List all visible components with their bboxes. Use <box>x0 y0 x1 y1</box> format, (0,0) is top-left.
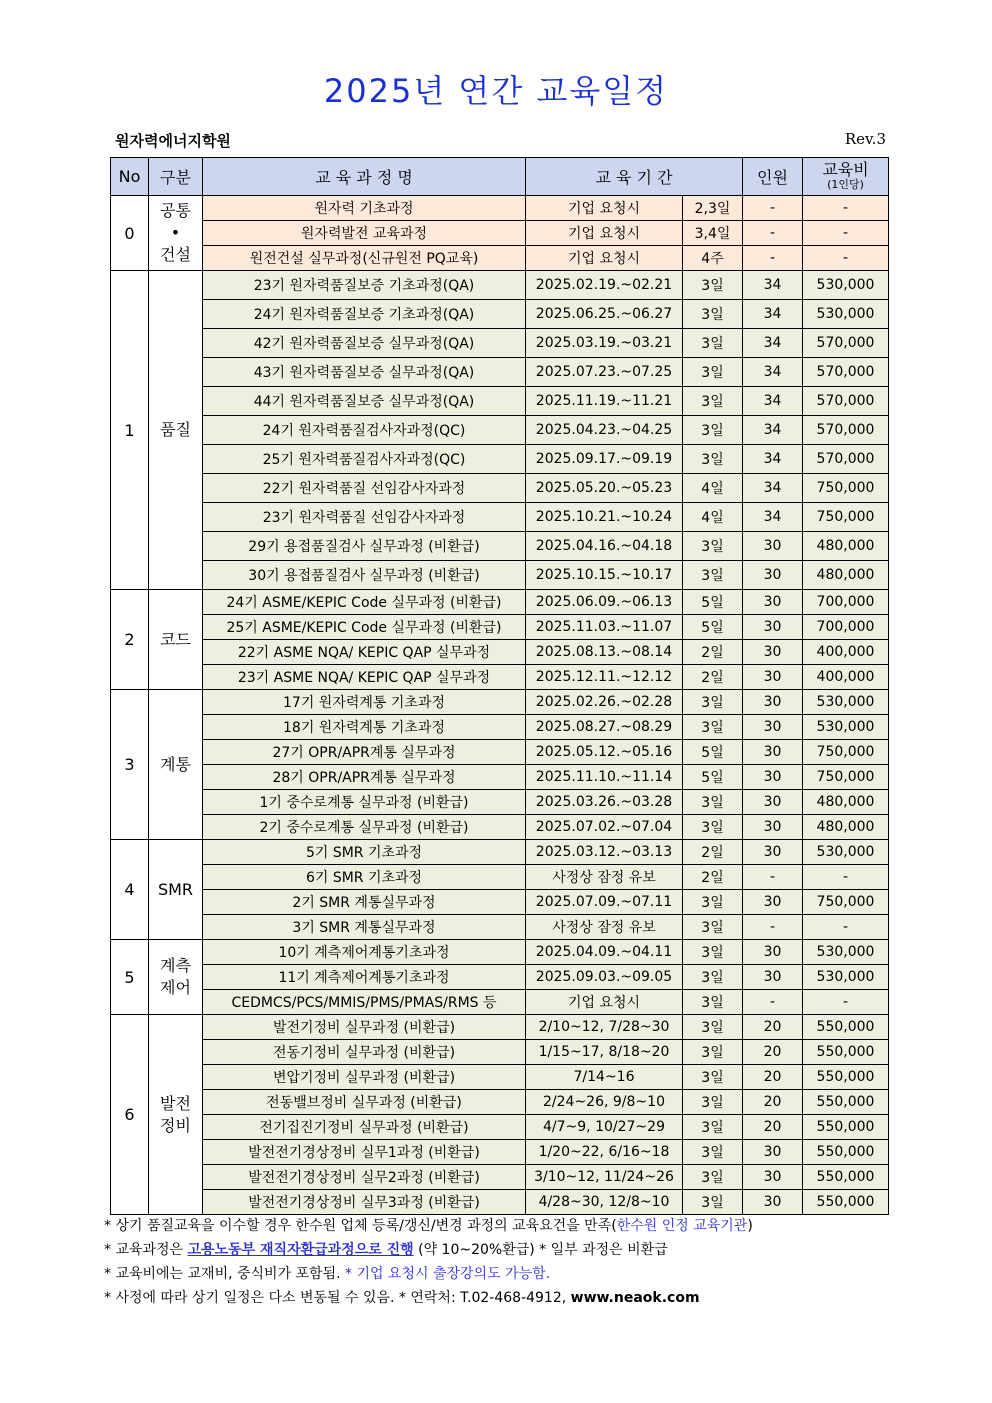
course-fee: 550,000 <box>803 1015 889 1040</box>
course-capacity: - <box>743 196 803 221</box>
table-row <box>111 790 889 815</box>
course-period: 기업 요청시 <box>526 246 683 271</box>
course-fee: - <box>803 246 889 271</box>
schedule-table <box>110 157 889 1215</box>
note-4-text: * 사정에 따라 상기 일정은 다소 변동될 수 있음. * 연락처: T.02-468-4912, <box>104 1290 571 1306</box>
course-duration: 3일 <box>683 1065 743 1090</box>
note-3-text: * 교육비에는 교재비, 중식비가 포함됨. <box>104 1266 346 1282</box>
table-row <box>111 416 889 445</box>
course-capacity: 34 <box>743 416 803 445</box>
course-period: 2025.05.20.~05.23 <box>526 474 683 503</box>
course-capacity: 34 <box>743 445 803 474</box>
course-name: 24기 원자력품질보증 기초과정(QA) <box>203 300 526 329</box>
course-period: 2025.09.03.~09.05 <box>526 965 683 990</box>
header-fee-label: 교육비 <box>822 159 869 179</box>
table-row <box>111 561 889 590</box>
course-capacity: 34 <box>743 503 803 532</box>
group-category <box>149 940 203 1015</box>
course-period: 1/20~22, 6/16~18 <box>526 1140 683 1165</box>
course-capacity: 30 <box>743 840 803 865</box>
table-row <box>111 865 889 890</box>
course-name: 2기 SMR 계통실무과정 <box>203 890 526 915</box>
table-row <box>111 1190 889 1215</box>
category-line: 정비 <box>160 1115 191 1135</box>
course-duration: 3일 <box>683 416 743 445</box>
course-period: 2025.05.12.~05.16 <box>526 740 683 765</box>
course-fee: 480,000 <box>803 532 889 561</box>
header-course: 교 육 과 정 명 <box>203 158 526 196</box>
note-3-highlight: * 기업 요청시 출장강의도 가능함. <box>345 1266 551 1282</box>
course-capacity: - <box>743 246 803 271</box>
table-row <box>111 890 889 915</box>
course-capacity: 34 <box>743 271 803 300</box>
table-row <box>111 1040 889 1065</box>
course-period: 2025.11.03.~11.07 <box>526 615 683 640</box>
course-fee: 570,000 <box>803 416 889 445</box>
course-capacity: 34 <box>743 358 803 387</box>
course-duration: 3일 <box>683 1190 743 1215</box>
course-name: 24기 원자력품질검사자과정(QC) <box>203 416 526 445</box>
page-title: 2025년 연간 교육일정 <box>323 72 669 110</box>
course-duration: 3일 <box>683 965 743 990</box>
course-fee: 550,000 <box>803 1140 889 1165</box>
course-capacity: - <box>743 915 803 940</box>
table-row <box>111 1090 889 1115</box>
course-duration: 3일 <box>683 561 743 590</box>
course-duration: 2일 <box>683 840 743 865</box>
revision-label: Rev.3 <box>844 130 886 148</box>
course-name: 17기 원자력계통 기초과정 <box>203 690 526 715</box>
category-line: 제어 <box>160 978 191 997</box>
table-row <box>111 665 889 690</box>
course-duration: 3일 <box>683 329 743 358</box>
table-row <box>111 690 889 715</box>
course-fee: 530,000 <box>803 965 889 990</box>
course-name: 30기 용접품질검사 실무과정 (비환급) <box>203 561 526 590</box>
course-period: 기업 요청시 <box>526 221 683 246</box>
course-fee: - <box>803 990 889 1015</box>
table-row <box>111 915 889 940</box>
course-duration: 3일 <box>683 387 743 416</box>
course-capacity: - <box>743 990 803 1015</box>
group-category <box>149 1015 203 1215</box>
course-period: 2025.10.15.~10.17 <box>526 561 683 590</box>
group-number: 3 <box>111 690 149 840</box>
course-name: 발전전기경상정비 실무2과정 (비환급) <box>203 1165 526 1190</box>
table-row <box>111 965 889 990</box>
course-name: 23기 원자력품질 선임감사자과정 <box>203 503 526 532</box>
group-number: 6 <box>111 1015 149 1215</box>
course-period: 2025.04.23.~04.25 <box>526 416 683 445</box>
group-number: 0 <box>111 196 149 271</box>
course-fee: 750,000 <box>803 474 889 503</box>
table-row <box>111 990 889 1015</box>
course-fee: 530,000 <box>803 840 889 865</box>
course-fee: 550,000 <box>803 1090 889 1115</box>
course-capacity: 20 <box>743 1090 803 1115</box>
footnotes <box>104 1214 904 1310</box>
category-line: 발전 <box>160 1093 191 1113</box>
course-name: 발전전기경상정비 실무1과정 (비환급) <box>203 1140 526 1165</box>
table-row <box>111 740 889 765</box>
course-duration: 2,3일 <box>683 196 743 221</box>
course-fee: 550,000 <box>803 1065 889 1090</box>
note-3 <box>104 1262 904 1286</box>
table-row <box>111 246 889 271</box>
course-fee: 530,000 <box>803 940 889 965</box>
course-capacity: 30 <box>743 1190 803 1215</box>
course-duration: 3,4일 <box>683 221 743 246</box>
course-name: 원자력발전 교육과정 <box>203 221 526 246</box>
course-period: 2/10~12, 7/28~30 <box>526 1015 683 1040</box>
course-name: 25기 ASME/KEPIC Code 실무과정 (비환급) <box>203 615 526 640</box>
course-name: 22기 원자력품질 선임감사자과정 <box>203 474 526 503</box>
course-fee: 530,000 <box>803 715 889 740</box>
table-body <box>111 196 889 1215</box>
course-name: 6기 SMR 기초과정 <box>203 865 526 890</box>
course-capacity: 30 <box>743 890 803 915</box>
category-line: 공통 <box>160 201 191 220</box>
table-row <box>111 329 889 358</box>
course-fee: 570,000 <box>803 358 889 387</box>
course-name: 18기 원자력계통 기초과정 <box>203 715 526 740</box>
table-row <box>111 940 889 965</box>
course-duration: 3일 <box>683 915 743 940</box>
course-fee: 480,000 <box>803 815 889 840</box>
course-capacity: 30 <box>743 615 803 640</box>
course-capacity: 30 <box>743 561 803 590</box>
course-name: 25기 원자력품질검사자과정(QC) <box>203 445 526 474</box>
table-row <box>111 840 889 865</box>
table-row <box>111 590 889 615</box>
course-period: 2025.08.27.~08.29 <box>526 715 683 740</box>
table-row <box>111 221 889 246</box>
course-capacity: 20 <box>743 1015 803 1040</box>
course-name: 원전건설 실무과정(신규원전 PQ교육) <box>203 246 526 271</box>
course-fee: 700,000 <box>803 590 889 615</box>
table-row <box>111 532 889 561</box>
course-name: 23기 원자력품질보증 기초과정(QA) <box>203 271 526 300</box>
course-fee: 480,000 <box>803 561 889 590</box>
group-category <box>149 840 203 940</box>
table-row <box>111 1140 889 1165</box>
course-period: 2025.07.02.~07.04 <box>526 815 683 840</box>
course-fee: 400,000 <box>803 640 889 665</box>
course-duration: 4일 <box>683 503 743 532</box>
header-people: 인원 <box>743 158 803 196</box>
course-duration: 3일 <box>683 358 743 387</box>
course-period: 2025.11.10.~11.14 <box>526 765 683 790</box>
course-duration: 4주 <box>683 246 743 271</box>
group-category <box>149 196 203 271</box>
group-number: 4 <box>111 840 149 940</box>
course-capacity: 30 <box>743 640 803 665</box>
category-line: 계통 <box>160 754 191 774</box>
course-duration: 3일 <box>683 1040 743 1065</box>
course-duration: 4일 <box>683 474 743 503</box>
course-fee: - <box>803 221 889 246</box>
course-fee: 750,000 <box>803 890 889 915</box>
course-fee: 550,000 <box>803 1165 889 1190</box>
course-name: 전기집진기정비 실무과정 (비환급) <box>203 1115 526 1140</box>
course-capacity: 30 <box>743 790 803 815</box>
table-row <box>111 196 889 221</box>
course-duration: 5일 <box>683 615 743 640</box>
course-fee: 570,000 <box>803 445 889 474</box>
table-header-row <box>111 158 889 196</box>
course-period: 4/7~9, 10/27~29 <box>526 1115 683 1140</box>
course-capacity: 34 <box>743 300 803 329</box>
course-fee: 750,000 <box>803 503 889 532</box>
course-name: 44기 원자력품질보증 실무과정(QA) <box>203 387 526 416</box>
course-fee: - <box>803 915 889 940</box>
note-1 <box>104 1214 904 1238</box>
course-period: 2025.07.09.~07.11 <box>526 890 683 915</box>
course-fee: 550,000 <box>803 1115 889 1140</box>
course-name: 원자력 기초과정 <box>203 196 526 221</box>
table-row <box>111 1115 889 1140</box>
category-line: 건설 <box>160 245 191 264</box>
course-capacity: 30 <box>743 1140 803 1165</box>
course-name: 28기 OPR/APR계통 실무과정 <box>203 765 526 790</box>
course-duration: 3일 <box>683 1015 743 1040</box>
course-period: 2025.04.09.~04.11 <box>526 940 683 965</box>
website-link[interactable]: www.neaok.com <box>570 1290 700 1306</box>
course-capacity: - <box>743 221 803 246</box>
course-name: 발전기정비 실무과정 (비환급) <box>203 1015 526 1040</box>
group-number: 2 <box>111 590 149 690</box>
table-row <box>111 503 889 532</box>
course-capacity: 30 <box>743 690 803 715</box>
table-row <box>111 1065 889 1090</box>
course-name: 발전전기경상정비 실무3과정 (비환급) <box>203 1190 526 1215</box>
course-period: 2025.10.21.~10.24 <box>526 503 683 532</box>
course-duration: 3일 <box>683 990 743 1015</box>
course-period: 2025.08.13.~08.14 <box>526 640 683 665</box>
course-duration: 3일 <box>683 690 743 715</box>
course-period: 기업 요청시 <box>526 196 683 221</box>
course-fee: 570,000 <box>803 329 889 358</box>
table-row <box>111 358 889 387</box>
course-period: 2/24~26, 9/8~10 <box>526 1090 683 1115</box>
course-period: 2025.03.12.~03.13 <box>526 840 683 865</box>
category-line: 품질 <box>160 420 191 439</box>
course-name: 전동기정비 실무과정 (비환급) <box>203 1040 526 1065</box>
note-1-end: ) <box>747 1218 753 1234</box>
category-line: SMR <box>157 879 194 899</box>
course-capacity: 30 <box>743 740 803 765</box>
category-line: 계측 <box>160 956 191 975</box>
course-duration: 3일 <box>683 1090 743 1115</box>
course-capacity: 30 <box>743 765 803 790</box>
course-period: 7/14~16 <box>526 1065 683 1090</box>
organization-name: 원자력에너지학원 <box>115 132 231 150</box>
category-line: 코드 <box>160 629 191 649</box>
course-duration: 5일 <box>683 765 743 790</box>
course-duration: 3일 <box>683 300 743 329</box>
course-period: 1/15~17, 8/18~20 <box>526 1040 683 1065</box>
course-name: 43기 원자력품질보증 실무과정(QA) <box>203 358 526 387</box>
course-period: 2025.11.19.~11.21 <box>526 387 683 416</box>
course-fee: 530,000 <box>803 690 889 715</box>
course-duration: 3일 <box>683 1140 743 1165</box>
course-name: 23기 ASME NQA/ KEPIC QAP 실무과정 <box>203 665 526 690</box>
group-category <box>149 590 203 690</box>
header-period: 교 육 기 간 <box>526 158 743 196</box>
course-capacity: 30 <box>743 715 803 740</box>
course-name: CEDMCS/PCS/MMIS/PMS/PMAS/RMS 등 <box>203 990 526 1015</box>
course-capacity: 30 <box>743 665 803 690</box>
course-fee: 480,000 <box>803 790 889 815</box>
course-duration: 5일 <box>683 590 743 615</box>
course-duration: 3일 <box>683 890 743 915</box>
course-capacity: 30 <box>743 815 803 840</box>
course-duration: 3일 <box>683 715 743 740</box>
category-line: • <box>170 223 181 242</box>
course-period: 3/10~12, 11/24~26 <box>526 1165 683 1190</box>
course-name: 2기 중수로계통 실무과정 (비환급) <box>203 815 526 840</box>
course-period: 사정상 잠정 유보 <box>526 915 683 940</box>
course-period: 2025.02.26.~02.28 <box>526 690 683 715</box>
note-2-highlight: 고용노동부 재직자환급과정으로 진행 <box>187 1242 414 1258</box>
course-duration: 3일 <box>683 1115 743 1140</box>
course-period: 2025.09.17.~09.19 <box>526 445 683 474</box>
course-duration: 3일 <box>683 445 743 474</box>
note-2-text: * 교육과정은 <box>104 1242 188 1258</box>
table-row <box>111 271 889 300</box>
course-fee: 400,000 <box>803 665 889 690</box>
table-row <box>111 387 889 416</box>
course-name: 29기 용접품질검사 실무과정 (비환급) <box>203 532 526 561</box>
course-duration: 2일 <box>683 865 743 890</box>
table-row <box>111 474 889 503</box>
course-capacity: 30 <box>743 940 803 965</box>
course-fee: 700,000 <box>803 615 889 640</box>
course-name: 3기 SMR 계통실무과정 <box>203 915 526 940</box>
course-period: 2025.04.16.~04.18 <box>526 532 683 561</box>
course-period: 2025.03.19.~03.21 <box>526 329 683 358</box>
table-row <box>111 1015 889 1040</box>
course-period: 4/28~30, 12/8~10 <box>526 1190 683 1215</box>
note-2 <box>104 1238 904 1262</box>
group-number: 5 <box>111 940 149 1015</box>
course-period: 기업 요청시 <box>526 990 683 1015</box>
course-duration: 3일 <box>683 271 743 300</box>
header-no: No <box>111 158 149 196</box>
course-fee: 550,000 <box>803 1190 889 1215</box>
course-duration: 2일 <box>683 665 743 690</box>
table-row <box>111 815 889 840</box>
course-period: 2025.06.25.~06.27 <box>526 300 683 329</box>
course-capacity: - <box>743 865 803 890</box>
course-duration: 3일 <box>683 790 743 815</box>
course-fee: 750,000 <box>803 740 889 765</box>
course-period: 2025.02.19.~02.21 <box>526 271 683 300</box>
header-category: 구분 <box>149 158 203 196</box>
note-4 <box>104 1286 904 1310</box>
table-row <box>111 615 889 640</box>
course-duration: 5일 <box>683 740 743 765</box>
course-capacity: 20 <box>743 1115 803 1140</box>
header-fee-sub: (1인당) <box>827 177 864 191</box>
course-name: 5기 SMR 기초과정 <box>203 840 526 865</box>
course-duration: 3일 <box>683 940 743 965</box>
course-name: 10기 계측제어계통기초과정 <box>203 940 526 965</box>
course-period: 2025.07.23.~07.25 <box>526 358 683 387</box>
table-row <box>111 445 889 474</box>
course-duration: 3일 <box>683 532 743 561</box>
course-name: 11기 계측제어계통기초과정 <box>203 965 526 990</box>
course-capacity: 30 <box>743 532 803 561</box>
course-name: 전동밸브정비 실무과정 (비환급) <box>203 1090 526 1115</box>
course-fee: 750,000 <box>803 765 889 790</box>
table-row <box>111 1165 889 1190</box>
note-1-text: * 상기 품질교육을 이수할 경우 한수원 업체 등록/갱신/변경 과정의 교육요건을 만족( <box>104 1218 617 1234</box>
course-period: 2025.12.11.~12.12 <box>526 665 683 690</box>
course-name: 1기 중수로계통 실무과정 (비환급) <box>203 790 526 815</box>
course-capacity: 30 <box>743 1165 803 1190</box>
course-capacity: 20 <box>743 1065 803 1090</box>
note-2-end: (약 10~20%환급) * 일부 과정은 비환급 <box>413 1242 668 1258</box>
course-fee: - <box>803 865 889 890</box>
course-period: 사정상 잠정 유보 <box>526 865 683 890</box>
course-capacity: 34 <box>743 329 803 358</box>
course-capacity: 30 <box>743 965 803 990</box>
course-duration: 2일 <box>683 640 743 665</box>
course-period: 2025.03.26.~03.28 <box>526 790 683 815</box>
group-number: 1 <box>111 271 149 590</box>
course-name: 42기 원자력품질보증 실무과정(QA) <box>203 329 526 358</box>
course-name: 27기 OPR/APR계통 실무과정 <box>203 740 526 765</box>
course-period: 2025.06.09.~06.13 <box>526 590 683 615</box>
course-fee: 530,000 <box>803 300 889 329</box>
course-duration: 3일 <box>683 815 743 840</box>
course-duration: 3일 <box>683 1165 743 1190</box>
table-row <box>111 640 889 665</box>
table-row <box>111 765 889 790</box>
course-capacity: 20 <box>743 1040 803 1065</box>
group-category <box>149 690 203 840</box>
course-fee: 530,000 <box>803 271 889 300</box>
table-row <box>111 715 889 740</box>
course-name: 24기 ASME/KEPIC Code 실무과정 (비환급) <box>203 590 526 615</box>
course-capacity: 34 <box>743 474 803 503</box>
course-capacity: 34 <box>743 387 803 416</box>
course-name: 변압기정비 실무과정 (비환급) <box>203 1065 526 1090</box>
course-capacity: 30 <box>743 590 803 615</box>
note-1-highlight: 한수원 인정 교육기관 <box>616 1218 748 1234</box>
course-fee: 550,000 <box>803 1040 889 1065</box>
course-fee: 570,000 <box>803 387 889 416</box>
header-fee <box>803 158 889 196</box>
course-name: 22기 ASME NQA/ KEPIC QAP 실무과정 <box>203 640 526 665</box>
group-category <box>149 271 203 590</box>
course-fee: - <box>803 196 889 221</box>
table-row <box>111 300 889 329</box>
